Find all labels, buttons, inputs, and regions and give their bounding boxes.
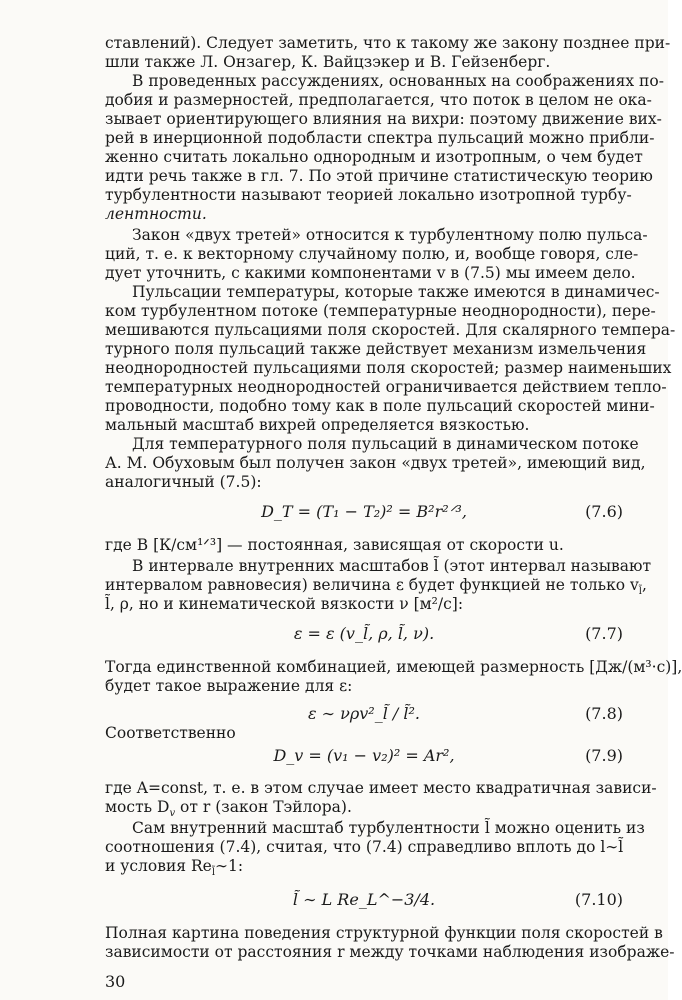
text-span: ∼1: [215,857,244,875]
text-line: Соответственно [105,724,236,742]
equation-expression: l̃ ∼ L Re_L^−3/4. [292,890,436,909]
equation-expression: D_v = (v₁ − v₂)² = Ar², [273,746,455,765]
text-line: добия и размерностей, предполагается, что поток в целом не ока- [105,91,652,109]
text-line: Для температурного поля пульсаций в динамическом потоке [132,435,639,453]
text-line: мешиваются пульсациями поля скоростей. Для скалярного темпера- [105,321,676,339]
text-line: женно считать локально однородным и изотропным, о чем будет [105,148,643,166]
text-span: интервалом равновесия) величина ε будет функцией не только v [105,576,639,594]
text-line: Полная картина поведения структурной функции поля скоростей в [105,924,663,942]
text-line: температурных неоднородностей ограничивается действием тепло- [105,378,667,396]
equation-expression: ε ∼ νρv²_l̃ / l̃². [307,704,421,723]
text-line: ком турбулентном потоке (температурные неоднородности), пере- [105,302,656,320]
text-line: турбулентности называют теорией локально изотропной турбу- [105,186,632,204]
subscript: v [169,808,176,820]
subscript: l̃ [638,586,642,598]
text-line: идти речь также в гл. 7. По этой причине статистическую теорию [105,167,653,185]
text-line: соотношения (7.4), считая, что (7.4) справедливо вплоть до l∼l̃ [105,838,624,856]
text-line: ставлений). Следует заметить, что к такому же закону позднее при- [105,34,671,52]
text-line: l̃, ρ, но и кинематической вязкости ν [м²/с]: [105,595,464,613]
text-line: В интервале внутренних масштабов l̃ (этот интервал называют [132,557,652,575]
equation-number: (7.7) [585,624,623,643]
text-line: Сам внутренний масштаб турбулентности l̃ можно оценить из [132,819,645,837]
text-span: от r (закон Тэйлора). [180,798,352,816]
text-line: мальный масштаб вихрей определяется вязкостью. [105,416,530,434]
equation-number: (7.9) [585,746,623,765]
page-number: 30 [105,972,126,991]
text-line: Пульсации температуры, которые также имеются в динамичес- [132,283,660,301]
equation-7-10 [105,888,623,912]
text-line: ций, т. е. к векторному случайному полю, и, вообще говоря, сле- [105,245,639,263]
text-line: А. М. Обуховым был получен закон «двух третей», имеющий вид, [105,454,646,472]
text-line: В проведенных рассуждениях, основанных на соображениях по- [132,72,664,90]
text-line: где A=const, т. е. в этом случае имеет место квадратичная зависи- [105,779,657,797]
subscript: l̃ [211,867,216,879]
text-line: Закон «двух третей» относится к турбулентному полю пульса- [132,226,648,244]
text-line: зывает ориентирующего влияния на вихри: поэтому движение вих- [105,110,662,128]
equation-number: (7.8) [585,704,623,723]
text-line: шли также Л. Онзагер, К. Вайцзэкер и В. Гейзенберг. [105,53,551,71]
text-span: и условия Re [105,857,212,875]
text-line: будет такое выражение для ε: [105,677,353,695]
equation-expression: ε = ε (v_l̃, ρ, l̃, ν). [293,624,435,643]
text-span: мость D [105,798,170,816]
equation-number: (7.6) [585,502,623,521]
text-line: рей в инерционной подобласти спектра пульсаций можно прибли- [105,129,655,147]
text-line: проводности, подобно тому как в поле пульсаций скоростей мини- [105,397,655,415]
text-line: турного поля пульсаций также действует механизм измельчения [105,340,647,358]
text-line: неоднородностей пульсациями поля скоростей; размер наименьших [105,359,672,377]
text-span: , [641,576,647,594]
equation-number: (7.10) [574,890,623,909]
text-line: аналогичный (7.5): [105,473,262,491]
text-line: лентности. [105,205,207,223]
text-line: дует уточнить, с какими компонентами v в (7.5) мы имеем дело. [105,264,636,282]
text-line: Тогда единственной комбинацией, имеющей размерность [Дж/(м³·с)], [105,658,682,676]
equation-expression: D_T = (T₁ − T₂)² = B²r²ᐟ³, [261,502,467,521]
text-line: зависимости от расстояния r между точками наблюдения изображе- [105,943,675,961]
text-line: где B [К/см¹ᐟ³] — постоянная, зависящая от скорости u. [105,536,564,554]
